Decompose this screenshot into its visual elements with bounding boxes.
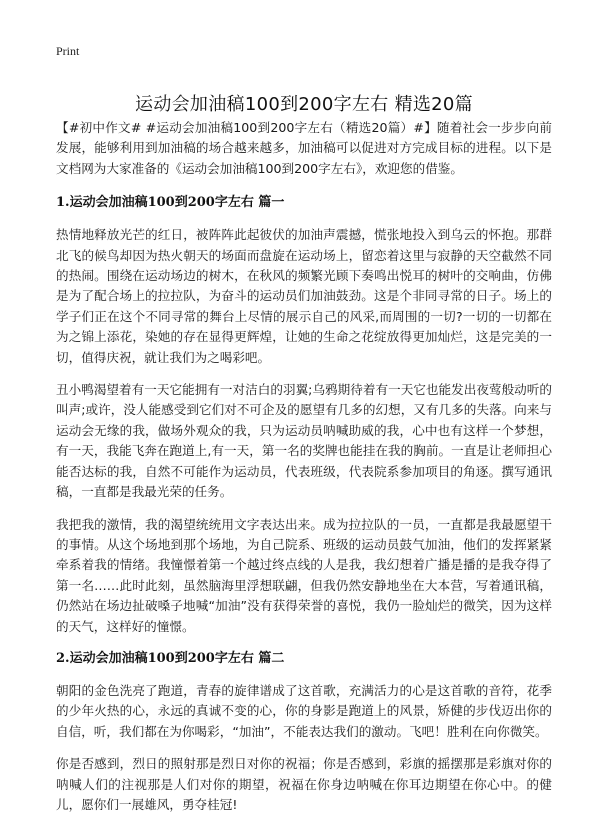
paragraph: 朝阳的金色洗亮了跑道，青春的旋律谱成了这首歌，充满活力的心是这首歌的音符，花季的少年火热的心，永远的真诚不变的心，你的身影是跑道上的风景，矫健的步伐迈出你的自信，听，我们都在为你喝彩，“加油”，不能表达我们的激动。飞吧！胜利在向你微笑。 — [56, 682, 552, 739]
paragraph: 我把我的激情，我的渴望统统用文字表达出来。成为拉拉队的一员，一直都是我最愿望干的事情。从这个场地到那个场地，为自己院系、班级的运动员鼓气加油，他们的发挥紧紧牵系着我的情绪。我憧憬着第一个越过终点线的人是我，我幻想着广播是播的是我夺得了第一名……此时此刻，虽然脑海里浮想联翩，但我仍然安静地坐在大本营，写着通讯稿，仍然站在场边扯破嗓子地喊“加油”没有获得荣誉的喜悦，我仍一脸灿烂的微笑，因为这样的天气，这样好的憧憬。 — [56, 516, 552, 634]
section-heading: 2.运动会加油稿100到200字左右 篇二 — [56, 650, 285, 666]
section-2 — [56, 649, 552, 815]
page-title: 运动会加油稿100到200字左右 精选20篇 — [135, 94, 473, 116]
print-label[interactable]: Print — [56, 44, 80, 58]
paragraph: 丑小鸭渴望着有一天它能拥有一对洁白的羽翼;乌鸦期待着有一天它也能发出夜莺般动听的叫声;或许，没人能感受到它们对不可企及的愿望有几多的幻想，又有几多的失落。向来与运动会无缘的我，做场外观众的我，只为运动员呐喊助威的我，心中也有这样一个梦想，有一天，我能飞奔在跑道上,有一天，第一名的奖牌也能挂在我的胸前。一直是让老师担心能否达标的我，自然不可能作为运动员，代表班级，代表院系参加项目的角逐。撰写通讯稿，一直都是我最光荣的任务。 — [56, 382, 552, 500]
intro-paragraph: 【#初中作文# #运动会加油稿100到200字左右（精选20篇）#】随着社会一步步向前发展，能够利用到加油稿的场合越来越多，加油稿可以促进对方完成目标的进程。以下是文档网为大家准备的《运动会加油稿100到200字左右》，欢迎您的借鉴。 — [56, 120, 552, 176]
section-1 — [56, 193, 552, 637]
article-body — [56, 118, 552, 827]
paragraph: 热情地释放光芒的红日，被阵阵此起彼伏的加油声震撼，慌张地投入到乌云的怀抱。那群北飞的候鸟却因为热火朝天的场面而盘旋在运动场上，留恋着这里与寂静的天空截然不同的热闹。围绕在运动场边的树木，在秋风的频繁光顾下奏鸣出悦耳的树叶的交响曲，仿佛是为了配合场上的拉拉队，为奋斗的运动员们加油鼓劲。这是个非同寻常的日子。场上的学子们正在这个不同寻常的舞台上尽情的展示自己的风采,而周围的一切?一切的一切都在为之锦上添花，染她的存在显得更辉煌，让她的生命之花绽放得更加灿烂，这是完美的一切，值得庆祝，就让我们为之喝彩吧。 — [56, 227, 552, 365]
section-heading: 1.运动会加油稿100到200字左右 篇一 — [56, 195, 285, 211]
paragraph: 你是否感到，烈日的照射那是烈日对你的祝福；你是否感到，彩旗的摇摆那是彩旗对你的呐喊人们的注视那是人们对你的期望，祝福在你身边呐喊在你耳边期望在你心中。的健儿，愿你们一展雄风，勇夺桂冠! — [56, 756, 552, 812]
